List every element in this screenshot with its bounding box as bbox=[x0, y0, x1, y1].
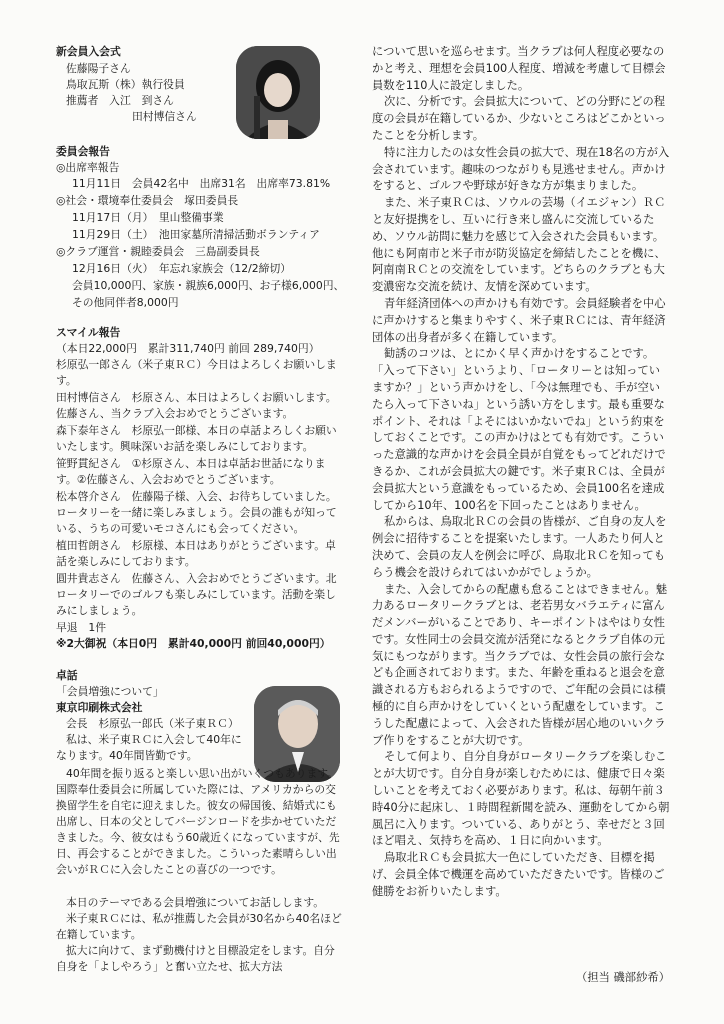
talk-title: 「会員増強について」 bbox=[56, 685, 164, 698]
talk-right-para: そして何より、自分自身がロータリークラブを楽しむことが大切です。自分自身が楽しむためには、健康で日々楽しいことを考えておく必要があります。私は、毎朝午前３時40分に起床し、１時間程新聞を読み、運動をしてから朝風呂に入ります。ついている、ありがとう、幸せだと３回ほど唱え、気持ちを高め、１日に向かいます。 bbox=[372, 750, 670, 848]
smile-entry: 杉原弘一郎さん（米子東ＲＣ）今日はよろしくお願いします。 bbox=[56, 358, 337, 387]
talk-right-para: また、入会してからの配慮も怠ることはできません。魅力あるロータリークラブとは、老若男女バラエティに富んだメンバーがいることであり、キーポイントはやはり女性です。女性同士の会員交流が活発になるとクラブ自体の元気にもつながります。当クラブでは、女性会員の旅行会なども企画されております。また、年齢を重ねると退会を意識される方もおられるようですので、ご年配の会員には積極的に自ら声かけをしていくという配慮をしています。こうした配慮によって、入会された皆様が居心地のいいクラブ作りをすることが大切です。 bbox=[372, 582, 668, 747]
club-line-1: 12月16日（火） 年忘れ家族会（12/2締切） bbox=[72, 262, 292, 275]
talk-speaker: 会長 杉原弘一郎氏（米子東ＲＣ） bbox=[66, 717, 239, 730]
talk-para-4: 米子東ＲＣには、私が推薦した会員が30名から40名ほど在籍しています。 bbox=[56, 912, 342, 941]
talk-right-para: 鳥取北ＲＣも会員拡大一色にしていただき、目標を掲げ、会員全体で機運を高めていただきたいです。皆様のご健勝をお祈りいたします。 bbox=[372, 851, 665, 898]
attendance-title: ◎出席率報告 bbox=[56, 161, 120, 174]
talk-right-para: について思いを巡らせます。当クラブは何人程度必要なのかと考え、理想を会員100人程度、増減を考慮して目標会員数を110人に設定しました。 bbox=[372, 45, 666, 92]
talk-credit: （担当 磯部紗希） bbox=[576, 971, 670, 984]
smile-totals: （本日22,000円 累計311,740円 前回 289,740円） bbox=[56, 342, 320, 355]
early-leave: 早退 1件 bbox=[56, 621, 107, 634]
smile-entry: 植田哲朗さん 杉原様、本日はありがとうございます。卓話を楽しみにしております。 bbox=[56, 539, 336, 568]
talk-para-1: 私は、米子東ＲＣに入会して40年になります。40年間皆勤です。 bbox=[56, 733, 242, 762]
new-member-sponsor-2: 田村博信さん bbox=[132, 110, 197, 123]
talk-para-3: 本日のテーマである会員増強についてお話しします。 bbox=[66, 896, 325, 909]
smile-entry: 田村博信さん 杉原さん、本日はよろしくお願いします。佐藤さん、当クラブ入会おめでとうございます。 bbox=[56, 391, 337, 420]
talk-right-text bbox=[372, 44, 670, 901]
social-line-1: 11月17日（月） 里山整備事業 bbox=[72, 211, 224, 224]
new-member-name: 佐藤陽子さん bbox=[66, 62, 131, 75]
talk-org: 東京印刷株式会社 bbox=[56, 701, 143, 714]
club-line-2: 会員10,000円、家族・親族6,000円、お子様6,000円、 bbox=[72, 279, 345, 292]
woman-portrait-icon bbox=[236, 46, 320, 139]
social-line-2: 11月29日（土） 池田家墓所清掃活動ボランティア bbox=[72, 228, 320, 241]
smile-heading: スマイル報告 bbox=[56, 326, 121, 339]
smile-entry: 笹野貫紀さん ①杉原さん、本日は卓話お世話になります。②佐藤さん、入会おめでとうございます。 bbox=[56, 457, 326, 486]
nidai-celebration: ※2大御祝（本日0円 累計40,000円 前回40,000円） bbox=[56, 637, 331, 650]
talk-para-5: 拡大に向けて、まず動機付けと目標設定をします。自分自身を「よしやろう」と奮い立たせ、拡大方法 bbox=[56, 944, 335, 973]
new-member-heading: 新会員入会式 bbox=[56, 45, 121, 58]
talk-heading: 卓話 bbox=[56, 669, 78, 682]
talk-right-para: 特に注力したのは女性会員の拡大で、現在18名の方が入会されています。趣味のつながりも見逃せません。声かけをすると、ゴルフや野球が好きな方が集まりました。 bbox=[372, 145, 670, 193]
smile-entry: 森下泰年さん 杉原弘一郎様、本日の卓話よろしくお願いいたします。興味深いお話を楽しみにしております。 bbox=[56, 424, 337, 453]
smile-entry: 圓井貴志さん 佐藤さん、入会おめでとうございます。北ロータリーでのゴルフも楽しみにしています。活動を楽しみにしましょう。 bbox=[56, 572, 337, 617]
talk-right-para: 青年経済団体への声かけも有効です。会員経験者を中心に声かけすると集まりやすく、米子東ＲＣには、青年経済団体の出身者が多く在籍しています。 bbox=[372, 296, 666, 344]
club-committee-title: ◎クラブ運営・親睦委員会 三島副委員長 bbox=[56, 245, 260, 258]
talk-right-para: 次に、分析です。会員拡大について、どの分野にどの程度の会員が在籍しているか、少ないところはどこかといったことを分析します。 bbox=[372, 95, 666, 142]
talk-right-para: また、米子東ＲＣは、ソウルの芸場（イエジャン）ＲＣと友好提携をし、互いに行き来し盛んに交流しているため、ソウル訪問に魅力を感じて入会された会員もいます。他にも阿南市と米子市が防災協定を締結したことを機に、阿南南ＲＣとの交流をしています。どちらのクラブとも大変濃密な交流を続け、友情を深めています。 bbox=[372, 196, 666, 294]
new-member-photo bbox=[236, 46, 320, 139]
talk-right-para: 勧誘のコツは、とにかく早く声かけをすることです。「入って下さい」というより、「ロータリーとは知っていますか？」という声かけをし、「今は無理でも、手が空いたら入って下さいね」という誘い方をします。最も重要なポイント、それは「よそにはいかないでね」という約束をしておくことです。この声かけはとても有効です。こういった意識的な声かけを会員全員が自覚をもってどれだけできるか、これが会員拡大の鍵です。米子東ＲＣは、全員が会員拡大という意識をもっているため、会員100名を達成してから10年、100名を下回ったことはありません。 bbox=[372, 347, 666, 512]
new-member-company: 鳥取瓦斯（株）執行役員 bbox=[66, 78, 185, 91]
new-member-sponsor: 推薦者 入江 到さん bbox=[66, 94, 174, 107]
social-committee-title: ◎社会・環境奉仕委員会 塚田委員長 bbox=[56, 194, 239, 207]
club-line-3: その他同伴者8,000円 bbox=[72, 296, 179, 309]
smile-entry: 松本啓介さん 佐藤陽子様、入会、お待ちしていました。ロータリーを一緒に楽しみましょう。会員の誰もが知っている、うちの可愛いモコさんにも会ってください。 bbox=[56, 490, 337, 535]
talk-para-2: 40年間を振り返ると楽しい思い出がいくつもあります。国際奉仕委員会に所属していた際には、アメリカからの交換留学生を自宅に迎えました。彼女の帰国後、結婚式にも出席し、日本の父としてバージンロードを歩かせていただきました。今、彼女はもう60歳近くになっていますが、先日、再会することができました。こういった素晴らしい出会いがＲＣに入会したことの喜びの一つです。 bbox=[56, 767, 340, 876]
smile-entries bbox=[56, 357, 344, 652]
talk-right-para: 私からは、鳥取北ＲＣの会員の皆様が、ご自身の友人を例会に招待することを提案いたします。一人あたり何人と決めて、会員の友人を例会に呼び、鳥取北ＲＣを知ってもらう機会を設けられてはいかがでしょうか。 bbox=[372, 515, 667, 579]
committee-heading: 委員会報告 bbox=[56, 145, 110, 158]
attendance-line: 11月11日 会員42名中 出席31名 出席率73.81% bbox=[72, 177, 331, 190]
